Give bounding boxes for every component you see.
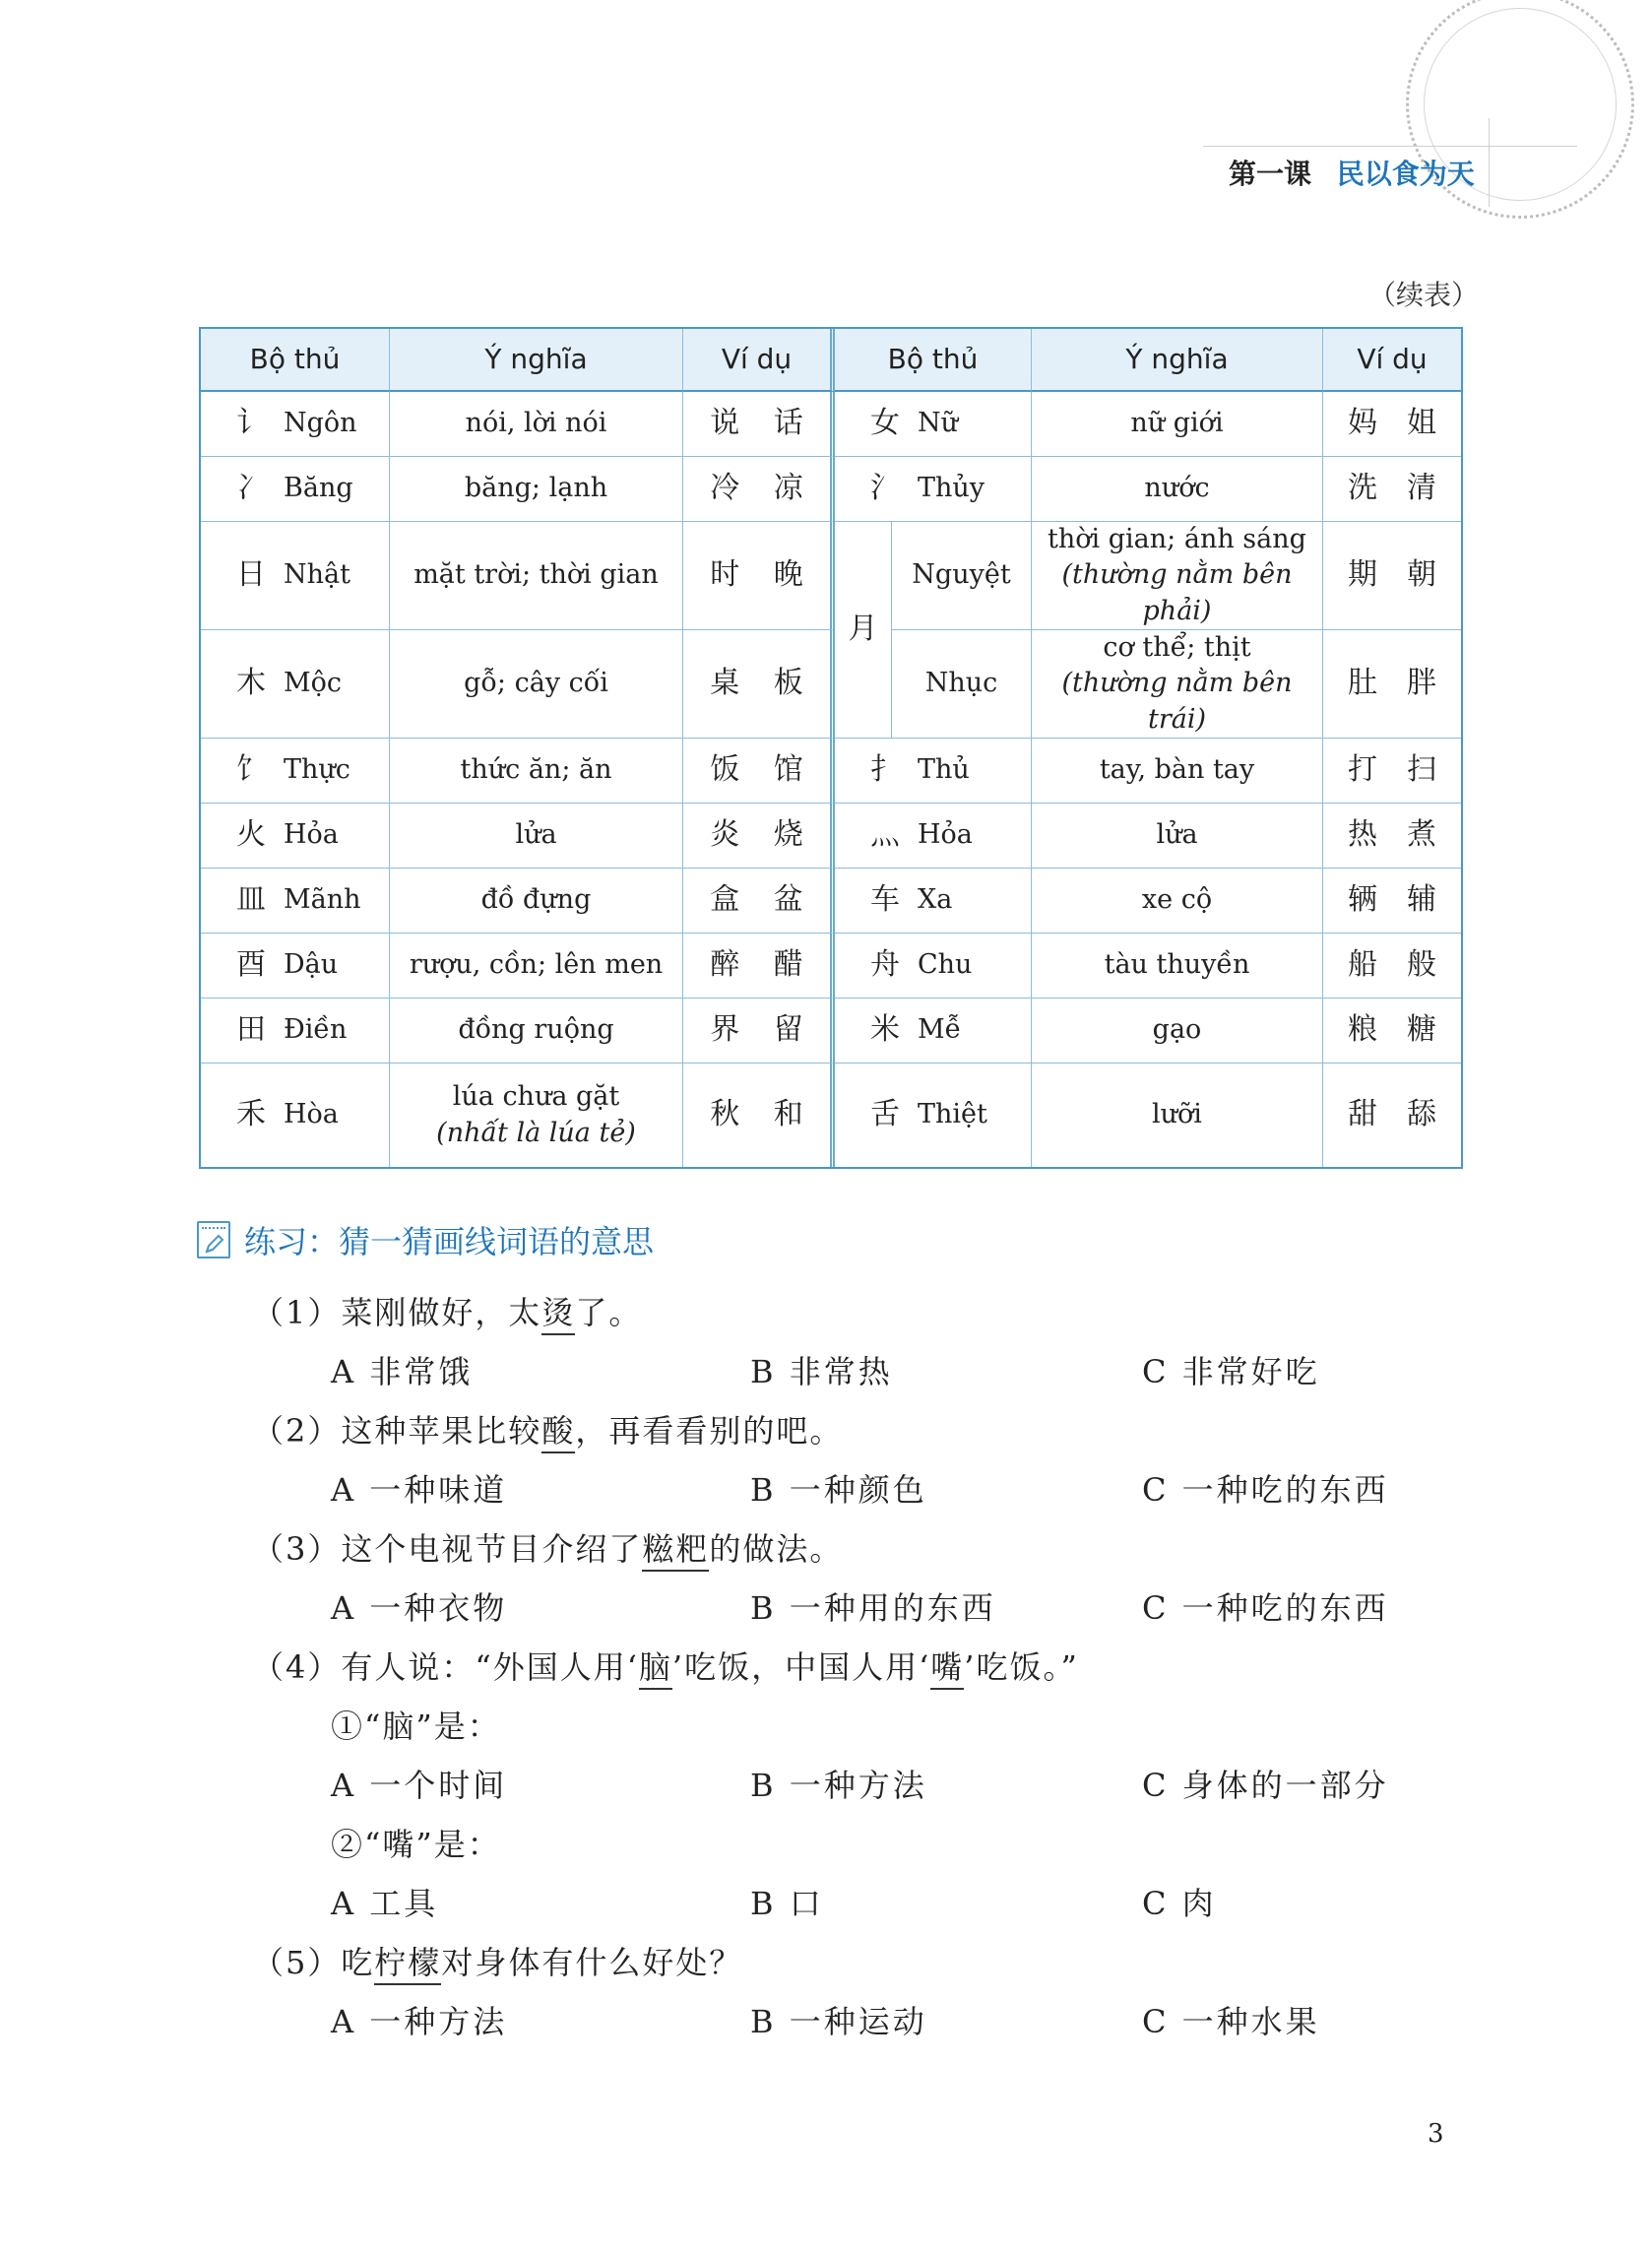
example-cell [683, 739, 835, 804]
question-5-post: 对身体有什么好处？ [441, 1944, 743, 1981]
option-b: B 非常热 [750, 1353, 893, 1390]
radical-cell [835, 1064, 1032, 1167]
example-char: 盒 [710, 882, 740, 918]
meaning-text: đồng ruộng [458, 1014, 614, 1046]
example-char: 船 [1348, 947, 1377, 983]
meaning-text: tàu thuyền [1104, 949, 1250, 981]
radical-cell [201, 804, 390, 869]
example-char: 胖 [1407, 666, 1436, 701]
radical-name: Thiệt [918, 1099, 987, 1130]
example-char: 桌 [710, 666, 740, 701]
option-b: B 口 [750, 1885, 824, 1922]
meaning-cell [1032, 804, 1323, 869]
radical-cell [201, 1064, 390, 1167]
question-5 [252, 1938, 742, 1983]
example-cell [683, 522, 835, 630]
example-cell [683, 392, 835, 457]
decorative-line-vertical [1489, 118, 1490, 207]
radical-cell [201, 739, 390, 804]
option-c: C 身体的一部分 [1142, 1767, 1389, 1804]
example-char: 扫 [1407, 752, 1436, 788]
table-header-cell [201, 329, 390, 392]
example-char: 洗 [1348, 471, 1377, 506]
exercise-title-text: 练习：猜一猜画线词语的意思 [244, 1223, 655, 1260]
option-c: C 一种吃的东西 [1142, 1589, 1389, 1627]
meaning-cell [1032, 1064, 1323, 1167]
radical-cell [201, 934, 390, 999]
example-cell [1323, 630, 1461, 739]
example-cell [1323, 739, 1461, 804]
radical-name: Hỏa [918, 819, 973, 851]
radical-table [199, 327, 1463, 1169]
radical-name: Mộc [284, 668, 343, 699]
header-label: Ví dụ [721, 343, 793, 376]
radical-glyph: 火 [236, 817, 266, 853]
example-cell [683, 999, 835, 1064]
option-b: B 一种颜色 [750, 1471, 927, 1509]
radical-name: Mễ [918, 1014, 962, 1046]
example-char: 煮 [1407, 817, 1436, 853]
option-a: A 工具 [331, 1885, 439, 1922]
example-char: 朝 [1407, 557, 1436, 593]
example-char: 期 [1348, 557, 1377, 593]
example-char: 晚 [773, 557, 803, 593]
sub-question-1: ①“脑”是： [331, 1708, 501, 1745]
radical-name: Hòa [284, 1099, 339, 1130]
meaning-text: nữ giới [1130, 408, 1224, 439]
header-label: Ý nghĩa [484, 343, 588, 376]
example-char: 板 [773, 666, 803, 701]
example-cell [1323, 1064, 1461, 1167]
question-3 [252, 1524, 843, 1570]
example-char: 糖 [1407, 1012, 1436, 1048]
option-b: B 一种用的东西 [750, 1589, 996, 1627]
radical-cell [835, 934, 1032, 999]
radical-cell [835, 869, 1032, 934]
example-char: 说 [710, 406, 740, 441]
radical-name: Ngôn [284, 408, 357, 439]
radical-glyph: 车 [870, 882, 900, 918]
option-a: A 一种味道 [331, 1471, 508, 1509]
example-char: 凉 [773, 471, 803, 506]
radical-glyph: 皿 [236, 882, 266, 918]
radical-glyph: 米 [870, 1012, 900, 1048]
option-b: B 一种运动 [750, 2003, 927, 2040]
radical-cell [201, 457, 390, 522]
example-char: 馆 [773, 752, 803, 788]
radical-glyph: 月 [848, 612, 878, 647]
example-char: 留 [773, 1012, 803, 1048]
option-a: A 一个时间 [331, 1767, 508, 1804]
question-1 [252, 1288, 642, 1333]
example-char: 时 [710, 557, 740, 593]
example-char: 清 [1407, 471, 1436, 506]
radical-cell [835, 999, 1032, 1064]
radical-glyph: 讠 [236, 406, 266, 441]
radical-subname: Nhục [924, 668, 998, 699]
radical-cell [201, 392, 390, 457]
example-cell [1323, 804, 1461, 869]
example-cell [683, 804, 835, 869]
example-cell [683, 934, 835, 999]
example-char: 话 [773, 406, 803, 441]
continued-label: （续表） [1368, 279, 1480, 311]
meaning-text: lúa chưa gặt [452, 1081, 620, 1113]
example-char: 醉 [710, 947, 740, 983]
question-1-post: 了。 [575, 1294, 643, 1331]
meaning-cell [390, 1064, 683, 1167]
radical-name: Điền [284, 1014, 348, 1046]
question-2-post: ，再看看别的吧。 [575, 1412, 844, 1450]
header-label: Bộ thủ [887, 343, 979, 376]
example-char: 界 [710, 1012, 740, 1048]
meaning-cell [390, 392, 683, 457]
radical-cell-merged [835, 522, 892, 739]
radical-glyph: 氵 [870, 471, 900, 506]
example-char: 饭 [710, 752, 740, 788]
lesson-number: 第一课 [1229, 158, 1312, 190]
question-4-mid: ’吃饭，中国人用‘ [671, 1648, 931, 1686]
radical-cell [835, 457, 1032, 522]
meaning-cell [1032, 457, 1323, 522]
table-header-cell [1032, 329, 1323, 392]
question-5-pre: （5）吃 [252, 1944, 375, 1981]
option-c: C 一种吃的东西 [1142, 1471, 1389, 1509]
table-header-cell [835, 329, 1032, 392]
example-cell [1323, 392, 1461, 457]
meaning-cell [390, 804, 683, 869]
lesson-theme: 民以食为天 [1336, 158, 1475, 190]
example-cell [683, 1064, 835, 1167]
radical-subname: Nguyệt [912, 559, 1011, 591]
radical-subname-cell [892, 630, 1032, 739]
radical-name: Nữ [918, 408, 959, 439]
meaning-text: lửa [1156, 819, 1198, 851]
meaning-cell [390, 457, 683, 522]
radical-glyph: 灬 [870, 817, 900, 853]
radical-glyph: 女 [870, 406, 900, 441]
question-2-pre: （2）这种苹果比较 [252, 1412, 542, 1450]
meaning-note: (thường nằm bên trái) [1061, 668, 1293, 735]
example-char: 妈 [1348, 406, 1377, 441]
radical-name: Chu [918, 949, 973, 981]
meaning-note: (thường nằm bên phải) [1061, 559, 1293, 626]
example-char: 打 [1348, 752, 1377, 788]
example-char: 醋 [773, 947, 803, 983]
meaning-cell [390, 739, 683, 804]
radical-name: Thực [284, 754, 350, 786]
meaning-text: mặt trời; thời gian [413, 559, 659, 591]
meaning-text: đồ đựng [480, 884, 592, 916]
meaning-text: cơ thể; thịt [1103, 631, 1251, 663]
header-label: Bộ thủ [249, 343, 341, 376]
example-char: 和 [773, 1097, 803, 1132]
underlined-word: 柠檬 [374, 1944, 441, 1985]
question-3-pre: （3）这个电视节目介绍了 [252, 1530, 643, 1568]
radical-name: Xa [918, 884, 953, 916]
radical-name: Thủ [918, 754, 970, 786]
example-cell [1323, 934, 1461, 999]
sub-question-2: ②“嘴”是： [331, 1826, 501, 1863]
radical-glyph: 扌 [870, 752, 900, 788]
example-char: 辅 [1407, 882, 1436, 918]
meaning-text: thức ăn; ăn [460, 754, 612, 786]
example-char: 炎 [710, 817, 740, 853]
meaning-text: gỗ; cây cối [464, 668, 608, 699]
table-header-cell [1323, 329, 1461, 392]
radical-name: Băng [284, 473, 353, 504]
option-c: C 一种水果 [1142, 2003, 1320, 2040]
radical-cell [835, 392, 1032, 457]
radical-cell [835, 804, 1032, 869]
example-cell [683, 630, 835, 739]
meaning-cell [1032, 522, 1323, 630]
meaning-note: (nhất là lúa tẻ) [436, 1117, 636, 1148]
underlined-word: 糍粑 [642, 1530, 709, 1572]
radical-cell [201, 999, 390, 1064]
underlined-word: 脑 [639, 1648, 672, 1690]
radical-glyph: 舌 [870, 1097, 900, 1132]
question-4-post: ’吃饭。” [964, 1648, 1079, 1686]
header-label: Ví dụ [1357, 343, 1428, 376]
radical-cell [201, 522, 390, 630]
meaning-text: lưỡi [1152, 1099, 1202, 1130]
table-header-cell [390, 329, 683, 392]
meaning-cell [390, 934, 683, 999]
radical-glyph: 日 [236, 557, 266, 593]
header-label: Ý nghĩa [1125, 343, 1229, 376]
question-2 [252, 1406, 843, 1451]
decorative-line [1203, 146, 1577, 147]
meaning-cell [390, 630, 683, 739]
meaning-cell [1032, 630, 1323, 739]
radical-name: Mãnh [284, 884, 361, 916]
example-char: 般 [1407, 947, 1436, 983]
example-char: 冷 [710, 471, 740, 506]
meaning-text: xe cộ [1141, 884, 1213, 916]
pencil-notebook-icon [197, 1221, 230, 1258]
example-cell [683, 457, 835, 522]
meaning-cell [1032, 999, 1323, 1064]
example-cell [683, 869, 835, 934]
example-char: 烧 [773, 817, 803, 853]
meaning-text: nói, lời nói [465, 408, 607, 439]
meaning-text: gạo [1152, 1014, 1202, 1046]
meaning-text: rượu, cồn; lên men [409, 949, 664, 981]
radical-cell [201, 869, 390, 934]
example-cell [1323, 522, 1461, 630]
radical-glyph: 田 [236, 1012, 266, 1048]
example-char: 姐 [1407, 406, 1436, 441]
radical-glyph: 饣 [236, 752, 266, 788]
meaning-text: tay, bàn tay [1099, 754, 1255, 786]
example-char: 粮 [1348, 1012, 1377, 1048]
radical-cell [201, 630, 390, 739]
radical-glyph: 酉 [236, 947, 266, 983]
option-b: B 一种方法 [750, 1767, 927, 1804]
page-header [1229, 153, 1475, 192]
question-4 [252, 1643, 1079, 1688]
example-cell [1323, 457, 1461, 522]
meaning-cell [1032, 869, 1323, 934]
meaning-cell [1032, 392, 1323, 457]
option-a: A 非常饿 [331, 1353, 474, 1390]
option-a: A 一种衣物 [331, 1589, 508, 1627]
example-char: 盆 [773, 882, 803, 918]
meaning-text: nước [1144, 473, 1210, 504]
example-cell [1323, 869, 1461, 934]
example-char: 辆 [1348, 882, 1377, 918]
table-header-cell [683, 329, 835, 392]
meaning-text: lửa [515, 819, 557, 851]
radical-glyph: 木 [236, 666, 266, 701]
meaning-cell [390, 869, 683, 934]
underlined-word: 烫 [541, 1294, 575, 1335]
option-c: C 非常好吃 [1142, 1353, 1320, 1390]
radical-name: Thủy [918, 473, 985, 504]
question-1-pre: （1）菜刚做好，太 [252, 1294, 542, 1331]
radical-cell [835, 739, 1032, 804]
page-number: 3 [1428, 2119, 1444, 2149]
example-char: 舔 [1407, 1097, 1436, 1132]
option-a: A 一种方法 [331, 2003, 508, 2040]
radical-glyph: 冫 [236, 471, 266, 506]
underlined-word: 嘴 [930, 1648, 964, 1690]
meaning-cell [1032, 934, 1323, 999]
meaning-cell [390, 999, 683, 1064]
example-char: 热 [1348, 817, 1377, 853]
meaning-text: thời gian; ánh sáng [1048, 523, 1306, 554]
radical-name: Nhật [284, 559, 350, 591]
radical-glyph: 禾 [236, 1097, 266, 1132]
radical-name: Dậu [284, 949, 339, 981]
example-cell [1323, 999, 1461, 1064]
radical-subname-cell [892, 522, 1032, 630]
meaning-cell [1032, 739, 1323, 804]
radical-glyph: 舟 [870, 947, 900, 983]
radical-name: Hỏa [284, 819, 339, 851]
underlined-word: 酸 [541, 1412, 575, 1453]
example-char: 秋 [710, 1097, 740, 1132]
meaning-text: băng; lạnh [464, 473, 608, 504]
question-4-pre: （4）有人说：“外国人用‘ [252, 1648, 639, 1686]
example-char: 甜 [1348, 1097, 1377, 1132]
meaning-cell [390, 522, 683, 630]
option-c: C 肉 [1142, 1885, 1217, 1922]
question-3-post: 的做法。 [709, 1530, 844, 1568]
example-char: 肚 [1348, 666, 1377, 701]
exercise-title [197, 1217, 654, 1262]
